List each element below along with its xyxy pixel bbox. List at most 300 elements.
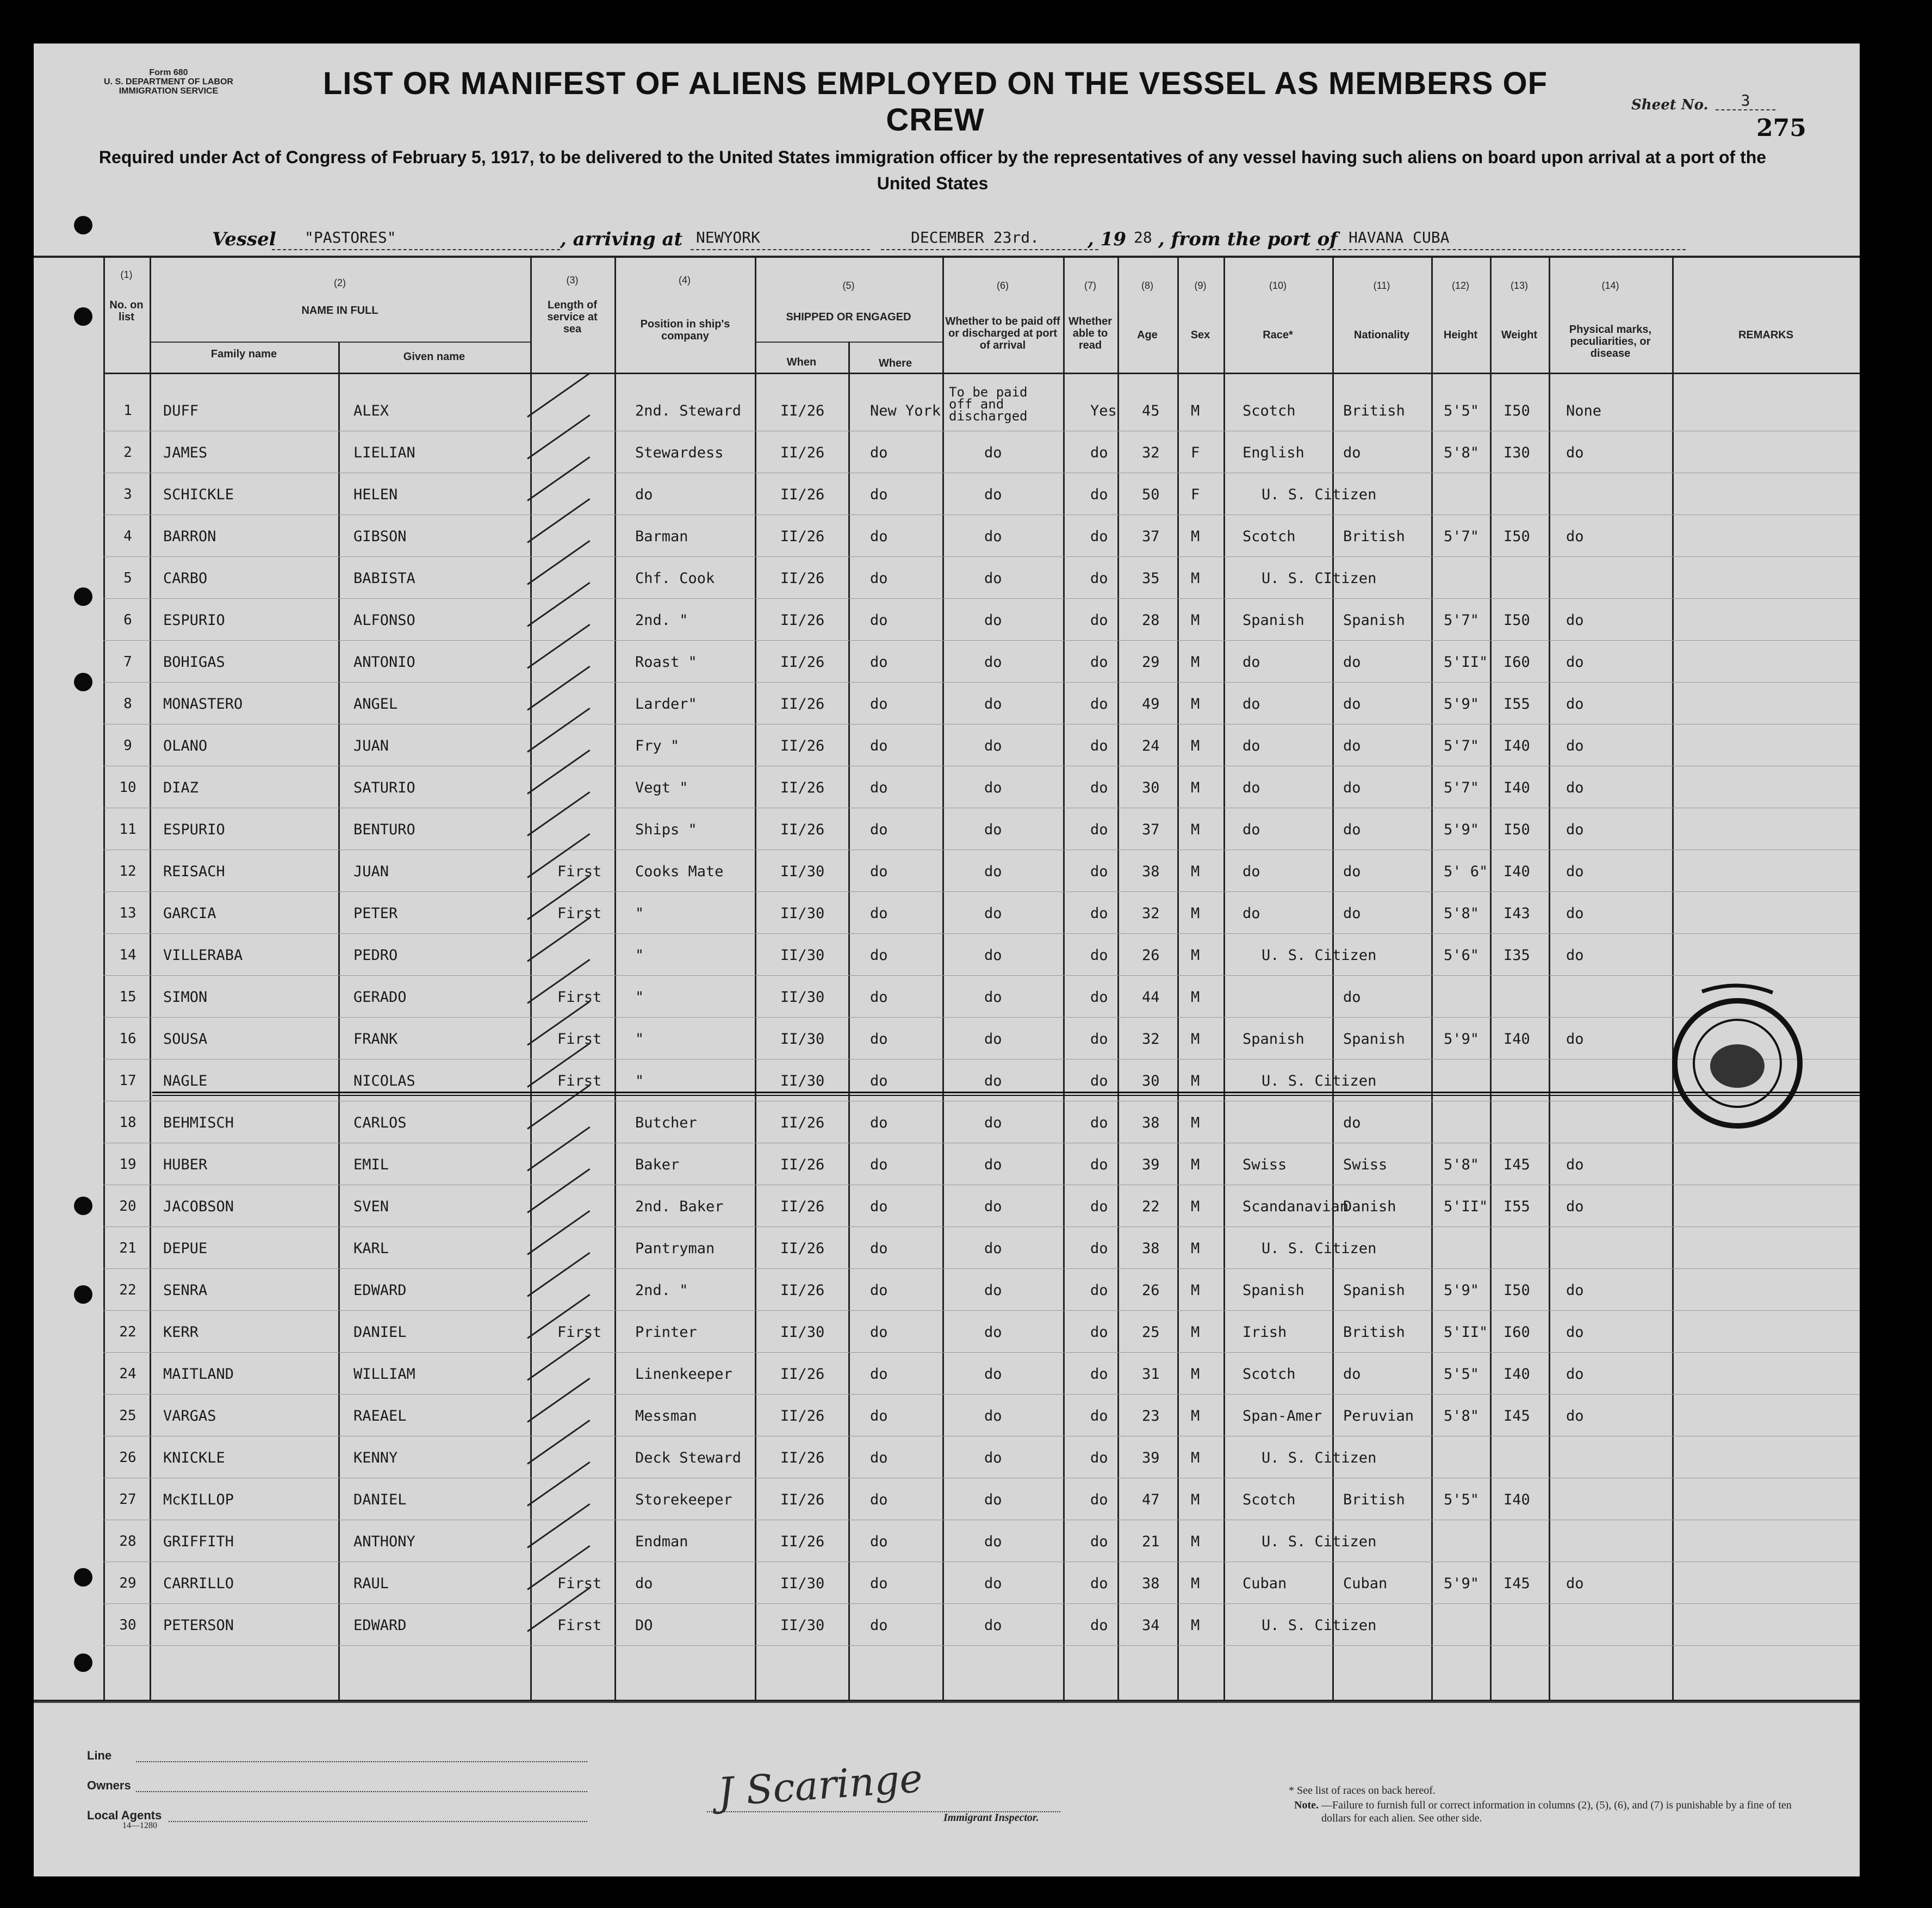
position: Fry " xyxy=(635,738,680,754)
arriving-label: , arriving at xyxy=(560,228,683,250)
race: Spanish xyxy=(1243,1031,1304,1048)
col-5a-header: When xyxy=(786,356,817,368)
race: Spanish xyxy=(1243,1282,1304,1299)
physical-marks: do xyxy=(1566,528,1584,545)
position: Roast " xyxy=(635,654,697,671)
arrival-date: DECEMBER 23rd. xyxy=(911,228,1040,246)
paid-off: do xyxy=(984,612,1002,629)
given-name: BENTURO xyxy=(353,821,415,838)
position: Printer xyxy=(635,1324,697,1341)
row-number: 22 xyxy=(119,1282,136,1298)
weight: I40 xyxy=(1504,1031,1530,1048)
sex: M xyxy=(1191,528,1200,545)
race: U. S. Citizen xyxy=(1262,1533,1377,1550)
position: Messman xyxy=(635,1408,697,1424)
able-to-read: do xyxy=(1090,1240,1108,1257)
race: Scotch xyxy=(1243,528,1296,545)
sex: F xyxy=(1191,444,1200,461)
service-length: First xyxy=(557,989,602,1006)
department-name: U. S. DEPARTMENT OF LABOR xyxy=(104,77,233,86)
weight: I40 xyxy=(1504,863,1530,880)
nationality: Cuban xyxy=(1343,1575,1388,1592)
shipped-where: do xyxy=(870,1491,888,1508)
row-rule xyxy=(103,1603,1860,1604)
shipped-where: do xyxy=(870,947,888,964)
nationality: do xyxy=(1343,863,1361,880)
family-name: OLANO xyxy=(163,738,208,754)
weight: I50 xyxy=(1504,402,1530,419)
family-name: ESPURIO xyxy=(163,612,225,629)
sex: M xyxy=(1191,905,1200,922)
age: 39 xyxy=(1142,1156,1160,1173)
height: 5'5" xyxy=(1444,1491,1480,1508)
service-length: First xyxy=(557,905,602,922)
nationality: do xyxy=(1343,905,1361,922)
paid-off: do xyxy=(984,444,1002,461)
shipped-when: II/26 xyxy=(780,1156,825,1173)
weight: I40 xyxy=(1504,1366,1530,1383)
col-7-number: (7) xyxy=(1084,280,1096,291)
vessel-label: Vessel xyxy=(212,228,276,250)
shipped-where: do xyxy=(870,1073,888,1089)
given-name: KENNY xyxy=(353,1449,398,1466)
col-2-number: (2) xyxy=(334,277,346,288)
race: Scandanavian xyxy=(1243,1198,1349,1215)
family-name: SOUSA xyxy=(163,1031,208,1048)
col-2a-header: Family name xyxy=(210,348,277,360)
family-name: DUFF xyxy=(163,402,199,419)
row-number: 14 xyxy=(119,947,136,963)
given-name: SATURIO xyxy=(353,779,415,796)
weight: I50 xyxy=(1504,528,1530,545)
able-to-read: do xyxy=(1090,654,1108,671)
family-name: BOHIGAS xyxy=(163,654,225,671)
row-rule xyxy=(103,1017,1860,1018)
col-11-number: (11) xyxy=(1373,280,1390,291)
paid-off: do xyxy=(984,989,1002,1006)
shipped-where: do xyxy=(870,444,888,461)
weight: I50 xyxy=(1504,821,1530,838)
col-3-header: Length of service at sea xyxy=(547,299,598,335)
family-name: BARRON xyxy=(163,528,216,545)
physical-marks: do xyxy=(1566,696,1584,713)
family-name: REISACH xyxy=(163,863,225,880)
nationality: do xyxy=(1343,1114,1361,1131)
nationality: Spanish xyxy=(1343,1031,1405,1048)
service-length: First xyxy=(557,1575,602,1592)
col-7-header: Whether able to read xyxy=(1068,315,1112,351)
shipped-where: do xyxy=(870,738,888,754)
binder-hole xyxy=(74,1285,92,1304)
nationality: do xyxy=(1343,738,1361,754)
age: 32 xyxy=(1142,905,1160,922)
shipped-when: II/26 xyxy=(780,444,825,461)
nationality: do xyxy=(1343,696,1361,713)
position: Chf. Cook xyxy=(635,570,715,587)
binder-hole xyxy=(74,1197,92,1215)
age: 38 xyxy=(1142,1114,1160,1131)
family-name: MONASTERO xyxy=(163,696,243,713)
row-rule xyxy=(103,598,1860,599)
physical-marks: do xyxy=(1566,947,1584,964)
given-name: RAEAEL xyxy=(353,1408,407,1424)
row-number: 11 xyxy=(119,821,136,838)
weight: I40 xyxy=(1504,738,1530,754)
binder-hole xyxy=(74,1568,92,1587)
given-name: SVEN xyxy=(353,1198,389,1215)
shipped-where: do xyxy=(870,1408,888,1424)
weight: I55 xyxy=(1504,696,1530,713)
paid-off: To be paid off and discharged xyxy=(949,385,1028,424)
weight: I50 xyxy=(1504,612,1530,629)
shipped-when: II/26 xyxy=(780,821,825,838)
inspector-signature: J Scaringe xyxy=(716,1755,924,1816)
col-13-number: (13) xyxy=(1510,280,1528,291)
physical-marks: do xyxy=(1566,1198,1584,1215)
sex: M xyxy=(1191,821,1200,838)
paid-off: do xyxy=(984,738,1002,754)
height: 5'9" xyxy=(1444,1282,1480,1299)
position: " xyxy=(635,989,644,1006)
sex: M xyxy=(1191,654,1200,671)
position: " xyxy=(635,1073,644,1089)
race: Irish xyxy=(1243,1324,1287,1341)
row-rule xyxy=(103,1268,1860,1269)
row-number: 24 xyxy=(119,1366,136,1382)
shipped-when: II/26 xyxy=(780,1198,825,1215)
binder-hole xyxy=(74,1653,92,1672)
shipped-when: II/26 xyxy=(780,1491,825,1508)
nationality: do xyxy=(1343,1366,1361,1383)
shipped-where: do xyxy=(870,1324,888,1341)
vessel-name: "PASTORES" xyxy=(305,228,396,246)
col-6-number: (6) xyxy=(997,280,1009,291)
height: 5'9" xyxy=(1444,696,1480,713)
shipped-where: do xyxy=(870,696,888,713)
weight: I45 xyxy=(1504,1575,1530,1592)
row-rule xyxy=(103,640,1860,641)
race: do xyxy=(1243,779,1260,796)
able-to-read: do xyxy=(1090,989,1108,1006)
paid-off: do xyxy=(984,1533,1002,1550)
shipped-where: do xyxy=(870,1449,888,1466)
paid-off: do xyxy=(984,1449,1002,1466)
sheet-number: 3 xyxy=(1716,91,1775,110)
paid-off: do xyxy=(984,1575,1002,1592)
row-number: 18 xyxy=(119,1114,136,1131)
paid-off: do xyxy=(984,863,1002,880)
position: 2nd. " xyxy=(635,612,688,629)
family-name: SIMON xyxy=(163,989,208,1006)
paid-off: do xyxy=(984,570,1002,587)
given-name: KARL xyxy=(353,1240,389,1257)
paid-off: do xyxy=(984,1031,1002,1048)
nationality: Spanish xyxy=(1343,612,1405,629)
service-length: First xyxy=(557,863,602,880)
race: U. S. Citizen xyxy=(1262,1617,1377,1634)
family-name: GRIFFITH xyxy=(163,1533,234,1550)
age: 23 xyxy=(1142,1408,1160,1424)
given-name: ALFONSO xyxy=(353,612,415,629)
shipped-when: II/26 xyxy=(780,779,825,796)
physical-marks: do xyxy=(1566,779,1584,796)
row-number: 3 xyxy=(123,486,132,503)
shipped-where: do xyxy=(870,486,888,503)
family-name: HUBER xyxy=(163,1156,208,1173)
weight: I40 xyxy=(1504,779,1530,796)
able-to-read: Yes xyxy=(1090,402,1117,419)
position: Vegt " xyxy=(635,779,688,796)
paid-off: do xyxy=(984,1366,1002,1383)
remarks-header: REMARKS xyxy=(1738,329,1794,341)
shipped-where: do xyxy=(870,821,888,838)
shipped-when: II/26 xyxy=(780,1282,825,1299)
col-4-number: (4) xyxy=(679,275,691,286)
sex: M xyxy=(1191,1240,1200,1257)
shipped-where: do xyxy=(870,1617,888,1634)
able-to-read: do xyxy=(1090,1114,1108,1131)
able-to-read: do xyxy=(1090,1198,1108,1215)
age: 34 xyxy=(1142,1617,1160,1634)
row-number: 28 xyxy=(119,1533,136,1550)
family-name: CARBO xyxy=(163,570,208,587)
able-to-read: do xyxy=(1090,779,1108,796)
family-name: SCHICKLE xyxy=(163,486,234,503)
sex: M xyxy=(1191,989,1200,1006)
race: do xyxy=(1243,738,1260,754)
paid-off: do xyxy=(984,1073,1002,1089)
sex: M xyxy=(1191,779,1200,796)
col-4-header: Position in ship's company xyxy=(640,318,730,342)
family-name: DEPUE xyxy=(163,1240,208,1257)
given-name: ANTHONY xyxy=(353,1533,415,1550)
row-rule xyxy=(103,1352,1860,1353)
family-name: CARRILLO xyxy=(163,1575,234,1592)
shipped-when: II/26 xyxy=(780,738,825,754)
sex: M xyxy=(1191,1491,1200,1508)
nationality: do xyxy=(1343,654,1361,671)
page-subtitle: Required under Act of Congress of February 5, 1917, to be delivered to the United States immigration officer by the representatives of any vessel having such aliens on board upon arrival at a port of the United States xyxy=(98,147,1767,193)
given-name: PETER xyxy=(353,905,398,922)
physical-marks: do xyxy=(1566,1156,1584,1173)
arrival-year: 28 xyxy=(1134,228,1152,246)
able-to-read: do xyxy=(1090,528,1108,545)
given-name: EDWARD xyxy=(353,1617,407,1634)
row-number: 30 xyxy=(119,1617,136,1633)
shipped-when: II/30 xyxy=(780,1031,825,1048)
age: 37 xyxy=(1142,821,1160,838)
age: 47 xyxy=(1142,1491,1160,1508)
service-name: IMMIGRATION SERVICE xyxy=(119,86,219,96)
able-to-read: do xyxy=(1090,863,1108,880)
position: Endman xyxy=(635,1533,688,1550)
sex: M xyxy=(1191,1073,1200,1089)
family-name: PETERSON xyxy=(163,1617,234,1634)
physical-marks: do xyxy=(1566,1031,1584,1048)
position: Cooks Mate xyxy=(635,863,724,880)
given-name: JUAN xyxy=(353,863,389,880)
able-to-read: do xyxy=(1090,1031,1108,1048)
race: Swiss xyxy=(1243,1156,1287,1173)
shipped-when: II/26 xyxy=(780,1366,825,1383)
position: Deck Steward xyxy=(635,1449,742,1466)
position: 2nd. Baker xyxy=(635,1198,724,1215)
age: 38 xyxy=(1142,1575,1160,1592)
family-name: JAMES xyxy=(163,444,208,461)
shipped-when: II/30 xyxy=(780,863,825,880)
shipped-where: do xyxy=(870,1366,888,1383)
race: U. S. Citizen xyxy=(1262,1240,1377,1257)
position: Barman xyxy=(635,528,688,545)
binder-hole xyxy=(74,307,92,326)
able-to-read: do xyxy=(1090,1324,1108,1341)
position: " xyxy=(635,905,644,922)
row-number: 10 xyxy=(119,779,136,796)
form-number: Form 680 xyxy=(149,68,188,77)
age: 25 xyxy=(1142,1324,1160,1341)
age: 21 xyxy=(1142,1533,1160,1550)
able-to-read: do xyxy=(1090,1617,1108,1634)
row-rule xyxy=(103,682,1860,683)
col-9-number: (9) xyxy=(1194,280,1207,291)
height: 5'9" xyxy=(1444,1031,1480,1048)
note-text: —Failure to furnish full or correct information in columns (2), (5), (6), and (7) is punishable by a fine of ten dollars for each alien. See other side. xyxy=(1321,1799,1792,1824)
height: 5'5" xyxy=(1444,402,1480,419)
sex: M xyxy=(1191,402,1200,419)
row-number: 4 xyxy=(123,528,132,544)
shipped-where: do xyxy=(870,1575,888,1592)
shipped-where: do xyxy=(870,989,888,1006)
race: do xyxy=(1243,821,1260,838)
age: 50 xyxy=(1142,486,1160,503)
position: " xyxy=(635,1031,644,1048)
row-number: 9 xyxy=(123,738,132,754)
nationality: Peruvian xyxy=(1343,1408,1414,1424)
row-rule xyxy=(103,1059,1860,1060)
able-to-read: do xyxy=(1090,1073,1108,1089)
age: 39 xyxy=(1142,1449,1160,1466)
family-name: MAITLAND xyxy=(163,1366,234,1383)
given-name: HELEN xyxy=(353,486,398,503)
row-number: 22 xyxy=(119,1324,136,1340)
row-number: 15 xyxy=(119,989,136,1005)
row-number: 20 xyxy=(119,1198,136,1215)
shipped-when: II/30 xyxy=(780,1073,825,1089)
row-rule xyxy=(103,1394,1860,1395)
shipped-when: II/26 xyxy=(780,486,825,503)
col-9-header: Sex xyxy=(1190,329,1210,341)
given-name: ANTONIO xyxy=(353,654,415,671)
shipped-when: II/30 xyxy=(780,1617,825,1634)
arrival-port: NEWYORK xyxy=(696,228,761,246)
given-name: EDWARD xyxy=(353,1282,407,1299)
family-name: KNICKLE xyxy=(163,1449,225,1466)
binder-hole xyxy=(74,673,92,691)
family-name: NAGLE xyxy=(163,1073,208,1089)
shipped-when: II/26 xyxy=(780,1114,825,1131)
family-name: GARCIA xyxy=(163,905,216,922)
given-name: JUAN xyxy=(353,738,389,754)
shipped-when: II/26 xyxy=(780,612,825,629)
form-info xyxy=(98,68,239,96)
sex: F xyxy=(1191,486,1200,503)
col-14-header: Physical marks, peculiarities, or disease xyxy=(1569,324,1652,360)
able-to-read: do xyxy=(1090,738,1108,754)
age: 32 xyxy=(1142,1031,1160,1048)
height: 5'II" xyxy=(1444,1324,1488,1341)
weight: I45 xyxy=(1504,1156,1530,1173)
position: Baker xyxy=(635,1156,680,1173)
height: 5'9" xyxy=(1444,821,1480,838)
service-length: First xyxy=(557,1324,602,1341)
col-5-number: (5) xyxy=(842,280,855,291)
physical-marks: do xyxy=(1566,1408,1584,1424)
line-label: Line xyxy=(87,1749,112,1762)
service-length: First xyxy=(557,1073,602,1089)
col-10-header: Race* xyxy=(1263,329,1293,341)
weight: I35 xyxy=(1504,947,1530,964)
height: 5'8" xyxy=(1444,1408,1480,1424)
nationality: British xyxy=(1343,402,1405,419)
paid-off: do xyxy=(984,1240,1002,1257)
row-number: 13 xyxy=(119,905,136,921)
row-number: 17 xyxy=(119,1073,136,1089)
inspector-label: Immigrant Inspector. xyxy=(943,1812,1039,1824)
shipped-when: II/30 xyxy=(780,989,825,1006)
position: DO xyxy=(635,1617,653,1634)
shipped-when: II/26 xyxy=(780,654,825,671)
physical-marks: do xyxy=(1566,1324,1584,1341)
age: 38 xyxy=(1142,1240,1160,1257)
row-rule xyxy=(103,556,1860,557)
sex: M xyxy=(1191,1533,1200,1550)
sex: M xyxy=(1191,738,1200,754)
able-to-read: do xyxy=(1090,612,1108,629)
row-number: 29 xyxy=(119,1575,136,1591)
given-name: ALEX xyxy=(353,402,389,419)
paid-off: do xyxy=(984,821,1002,838)
sex: M xyxy=(1191,863,1200,880)
sex: M xyxy=(1191,1198,1200,1215)
service-length: First xyxy=(557,1617,602,1634)
physical-marks: do xyxy=(1566,1575,1584,1592)
race: do xyxy=(1243,654,1260,671)
shipped-where: do xyxy=(870,570,888,587)
race: U. S. Citizen xyxy=(1262,486,1377,503)
given-name: EMIL xyxy=(353,1156,389,1173)
race: Span-Amer xyxy=(1243,1408,1322,1424)
col-5-header: SHIPPED OR ENGAGED xyxy=(786,311,911,323)
age: 22 xyxy=(1142,1198,1160,1215)
height: 5'9" xyxy=(1444,1575,1480,1592)
col-1-header: No. on list xyxy=(109,299,144,323)
col-12-number: (12) xyxy=(1451,280,1469,291)
row-rule xyxy=(103,975,1860,976)
strike-through-line xyxy=(152,1095,1860,1096)
height: 5'5" xyxy=(1444,1366,1480,1383)
weight: I60 xyxy=(1504,1324,1530,1341)
height: 5'II" xyxy=(1444,1198,1488,1215)
able-to-read: do xyxy=(1090,570,1108,587)
row-number: 5 xyxy=(123,570,132,586)
height: 5'8" xyxy=(1444,444,1480,461)
given-name: FRANK xyxy=(353,1031,398,1048)
races-note: * See list of races on back hereof. xyxy=(1289,1785,1436,1797)
able-to-read: do xyxy=(1090,696,1108,713)
shipped-when: II/26 xyxy=(780,528,825,545)
able-to-read: do xyxy=(1090,1575,1108,1592)
given-name: LIELIAN xyxy=(353,444,415,461)
